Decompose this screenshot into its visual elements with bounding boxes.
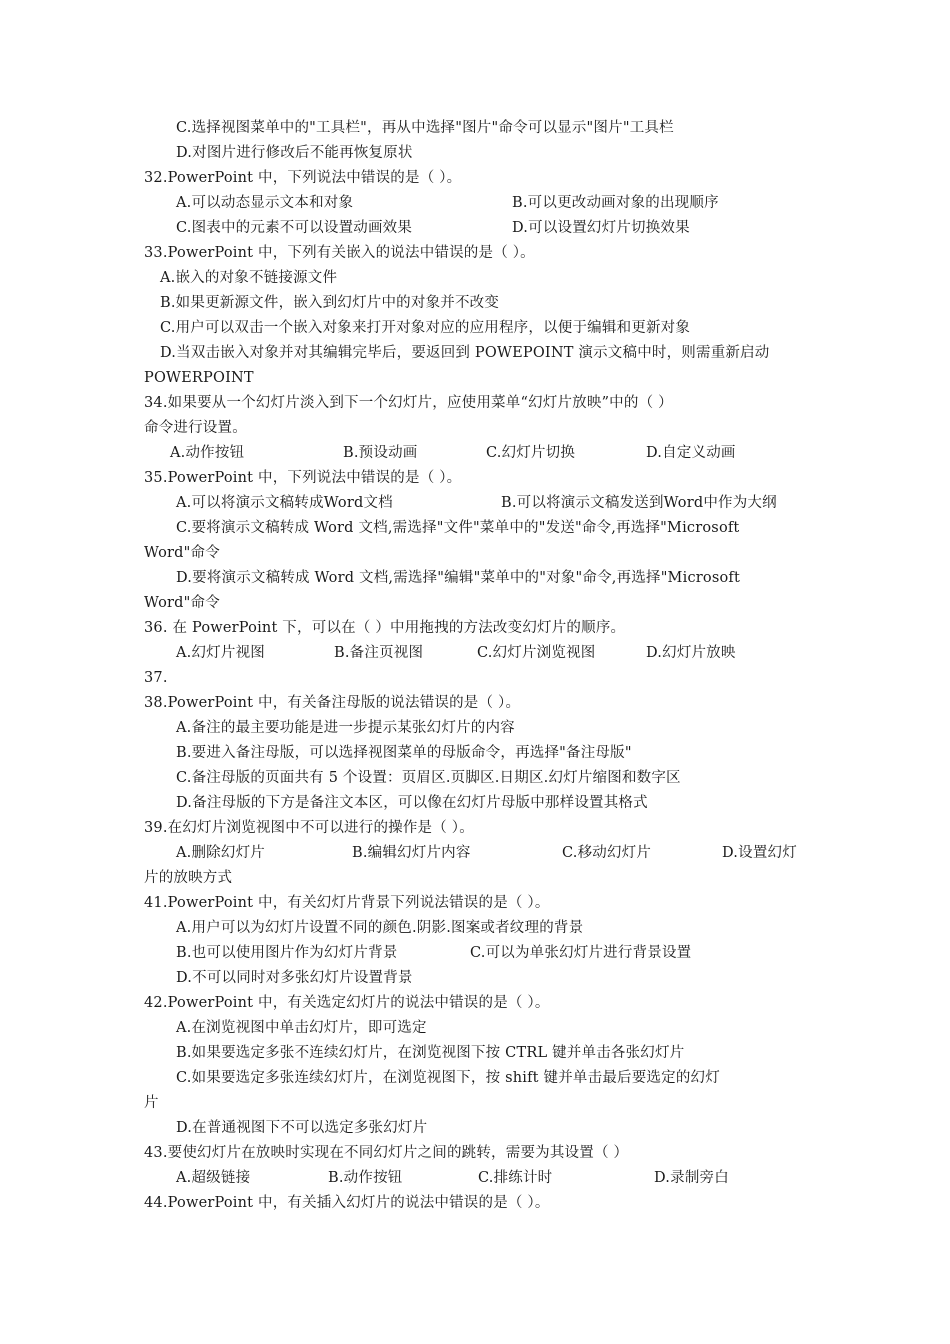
option-a: A.用户可以为幻灯片设置不同的颜色.阴影.图案或者纹理的背景 bbox=[176, 920, 584, 936]
option-b: B.备注页视图 bbox=[334, 645, 424, 661]
text-line: 片的放映方式 bbox=[144, 870, 233, 886]
option-c: C.幻灯片切换 bbox=[486, 445, 576, 461]
option-a: A.可以动态显示文本和对象 bbox=[176, 195, 354, 211]
option-a: A.动作按钮 bbox=[170, 445, 245, 461]
text-line: Word"命令 bbox=[144, 595, 220, 611]
option-c: C.用户可以双击一个嵌入对象来打开对象对应的应用程序，以便于编辑和更新对象 bbox=[160, 320, 691, 336]
option-b: B.要进入备注母版，可以选择视图菜单的母版命令，再选择"备注母版" bbox=[176, 745, 632, 761]
text-line: POWERPOINT bbox=[144, 370, 254, 386]
option-a: A.可以将演示文稿转成Word文档 bbox=[176, 495, 393, 511]
option-c: C.幻灯片浏览视图 bbox=[477, 645, 596, 661]
question-34: 34.如果要从一个幻灯片淡入到下一个幻灯片，应使用菜单“幻灯片放映”中的（ ） bbox=[144, 395, 673, 411]
text-line: Word"命令 bbox=[144, 545, 220, 561]
question-37: 37. bbox=[144, 670, 168, 686]
option-c: C.排练计时 bbox=[478, 1170, 553, 1186]
option-b: B.如果更新源文件，嵌入到幻灯片中的对象并不改变 bbox=[160, 295, 500, 311]
text-line: C.选择视图菜单中的"工具栏"，再从中选择"图片"命令可以显示"图片"工具栏 bbox=[176, 120, 674, 136]
question-44: 44.PowerPoint 中，有关插入幻灯片的说法中错误的是（ ）。 bbox=[144, 1195, 550, 1211]
option-c: C.移动幻灯片 bbox=[562, 845, 652, 861]
option-d: D.自定义动画 bbox=[646, 445, 736, 461]
question-39: 39.在幻灯片浏览视图中不可以进行的操作是（ ）。 bbox=[144, 820, 474, 836]
option-d: D.可以设置幻灯片切换效果 bbox=[512, 220, 690, 236]
question-32: 32.PowerPoint 中，下列说法中错误的是（ ）。 bbox=[144, 170, 462, 186]
question-38: 38.PowerPoint 中，有关备注母版的说法错误的是（ ）。 bbox=[144, 695, 521, 711]
option-d: D.录制旁白 bbox=[654, 1170, 729, 1186]
option-b: B.也可以使用图片作为幻灯片背景 bbox=[176, 945, 398, 961]
text-line: 片 bbox=[144, 1095, 159, 1111]
option-d: D.不可以同时对多张幻灯片设置背景 bbox=[176, 970, 413, 986]
option-b: B.预设动画 bbox=[343, 445, 418, 461]
question-35: 35.PowerPoint 中，下列说法中错误的是（ ）。 bbox=[144, 470, 462, 486]
option-a: A.嵌入的对象不链接源文件 bbox=[160, 270, 338, 286]
question-42: 42.PowerPoint 中，有关选定幻灯片的说法中错误的是（ ）。 bbox=[144, 995, 550, 1011]
option-b: B.动作按钮 bbox=[328, 1170, 403, 1186]
option-d: D.要将演示文稿转成 Word 文档,需选择"编辑"菜单中的"对象"命令,再选择"Microsoft bbox=[176, 570, 740, 586]
question-41: 41.PowerPoint 中，有关幻灯片背景下列说法错误的是（ ）。 bbox=[144, 895, 550, 911]
option-c: C.备注母版的页面共有 5 个设置：页眉区.页脚区.日期区.幻灯片缩图和数字区 bbox=[176, 770, 681, 786]
option-b: B.编辑幻灯片内容 bbox=[352, 845, 471, 861]
option-a: A.删除幻灯片 bbox=[176, 845, 265, 861]
option-c: C.要将演示文稿转成 Word 文档,需选择"文件"菜单中的"发送"命令,再选择"Microsoft bbox=[176, 520, 740, 536]
option-c: C.如果要选定多张连续幻灯片，在浏览视图下，按 shift 键并单击最后要选定的幻灯 bbox=[176, 1070, 720, 1086]
option-a: A.备注的最主要功能是进一步提示某张幻灯片的内容 bbox=[176, 720, 515, 736]
option-c: C.图表中的元素不可以设置动画效果 bbox=[176, 220, 413, 236]
option-b: B.可以将演示文稿发送到Word中作为大纲 bbox=[501, 495, 777, 511]
option-a: A.在浏览视图中单击幻灯片，即可选定 bbox=[176, 1020, 427, 1036]
question-36: 36. 在 PowerPoint 下，可以在（ ）中用拖拽的方法改变幻灯片的顺序。 bbox=[144, 620, 626, 636]
question-43: 43.要使幻灯片在放映时实现在不同幻灯片之间的跳转，需要为其设置（ ） bbox=[144, 1145, 629, 1161]
option-b: B.可以更改动画对象的出现顺序 bbox=[512, 195, 719, 211]
option-d: D.备注母版的下方是备注文本区，可以像在幻灯片母版中那样设置其格式 bbox=[176, 795, 648, 811]
option-c: C.可以为单张幻灯片进行背景设置 bbox=[470, 945, 692, 961]
question-33: 33.PowerPoint 中，下列有关嵌入的说法中错误的是（ ）。 bbox=[144, 245, 535, 261]
text-line: 命令进行设置。 bbox=[144, 420, 247, 436]
option-d: D.幻灯片放映 bbox=[646, 645, 736, 661]
option-a: A.超级链接 bbox=[176, 1170, 251, 1186]
option-b: B.如果要选定多张不连续幻灯片，在浏览视图下按 CTRL 键并单击各张幻灯片 bbox=[176, 1045, 685, 1061]
option-a: A.幻灯片视图 bbox=[176, 645, 265, 661]
option-d: D.在普通视图下不可以选定多张幻灯片 bbox=[176, 1120, 428, 1136]
text-line: D.对图片进行修改后不能再恢复原状 bbox=[176, 145, 413, 161]
option-d: D.当双击嵌入对象并对其编辑完毕后，要返回到 POWEPOINT 演示文稿中时，则需重新启动 bbox=[160, 345, 770, 361]
option-d: D.设置幻灯 bbox=[722, 845, 797, 861]
